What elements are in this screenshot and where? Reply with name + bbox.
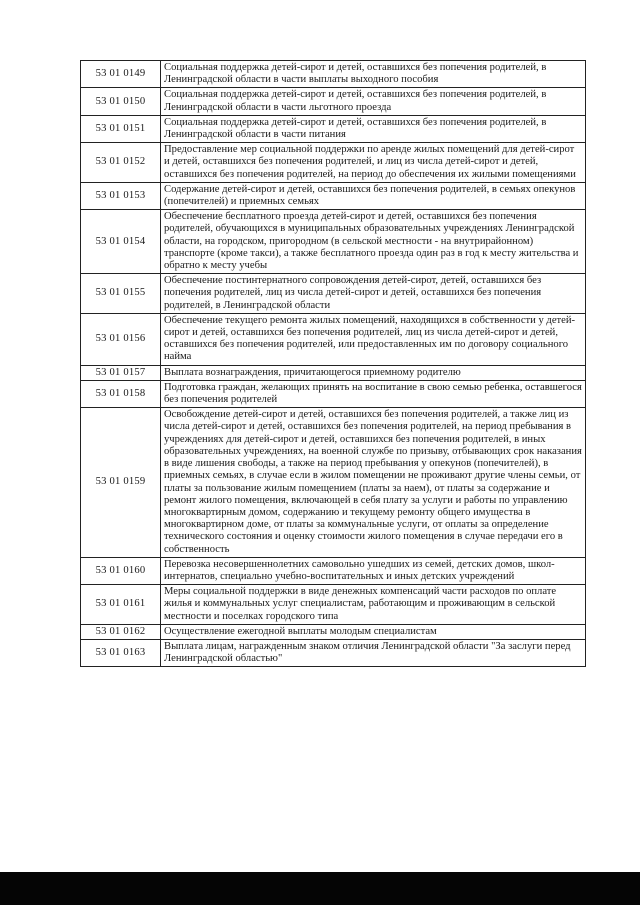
row-description: Предоставление мер социальной поддержки по аренде жилых помещений для детей-сирот и детей, оставшихся без попечения родителей, и лиц из числа детей-сирот и детей, оставшихся без попечения родителей, на период до обеспечения их жилыми помещениями [161,143,586,183]
table-row [81,210,586,274]
row-description: Выплата вознаграждения, причитающегося приемному родителю [161,365,586,380]
table-row [81,380,586,407]
table-body [81,61,586,667]
row-description: Подготовка граждан, желающих принять на воспитание в свою семью ребенка, оставшегося без попечения родителей [161,380,586,407]
table-row [81,143,586,183]
table-row [81,408,586,557]
row-description: Социальная поддержка детей-сирот и детей, оставшихся без попечения родителей, в Ленинградской области в части выплаты выходного пособия [161,61,586,88]
table-row [81,115,586,142]
table-row [81,624,586,639]
table-row [81,274,586,314]
row-description: Содержание детей-сирот и детей, оставшихся без попечения родителей, в семьях опекунов (попечителей) и приемных семьях [161,182,586,209]
row-description: Социальная поддержка детей-сирот и детей, оставшихся без попечения родителей, в Ленинградской области в части питания [161,115,586,142]
row-description: Меры социальной поддержки в виде денежных компенсаций части расходов по оплате жилья и коммунальных услуг специалистам, работающим и проживающим в сельской местности и поселках городского типа [161,585,586,625]
row-code: 53 01 0163 [81,639,161,666]
table-row [81,61,586,88]
table-row [81,557,586,584]
row-code: 53 01 0149 [81,61,161,88]
row-code: 53 01 0161 [81,585,161,625]
table-row [81,182,586,209]
row-code: 53 01 0160 [81,557,161,584]
row-description: Социальная поддержка детей-сирот и детей, оставшихся без попечения родителей, в Ленинградской области в части льготного проезда [161,88,586,115]
row-description: Обеспечение постинтернатного сопровождения детей-сирот, детей, оставшихся без попечения родителей, лиц из числа детей-сирот и детей, оставшихся без попечения родителей, в Ленинградской области [161,274,586,314]
row-description: Перевозка несовершеннолетних самовольно ушедших из семей, детских домов, школ-интернатов, специально учебно-воспитательных и иных детских учреждений [161,557,586,584]
row-code: 53 01 0156 [81,313,161,365]
row-description: Выплата лицам, награжденным знаком отличия Ленинградской области "За заслуги перед Ленинградской областью" [161,639,586,666]
row-code: 53 01 0154 [81,210,161,274]
row-description: Обеспечение бесплатного проезда детей-сирот и детей, оставшихся без попечения родителей, обучающихся в муниципальных образовательных учреждениях Ленинградской области, на городском, пригородном (в сельской местности - на внутрирайонном) транспорте (кроме такси), а также бесплатного проезда один раз в год к месту жительства и обратно к месту учебы [161,210,586,274]
table-row [81,639,586,666]
row-code: 53 01 0158 [81,380,161,407]
row-description: Обеспечение текущего ремонта жилых помещений, находящихся в собственности у детей-сирот и детей, оставшихся без попечения родителей, лиц из числа детей-сирот и детей, оставшихся без попечения родителей, или предоставленных им по договору социального найма [161,313,586,365]
row-code: 53 01 0159 [81,408,161,557]
row-code: 53 01 0155 [81,274,161,314]
table-row [81,585,586,625]
row-description: Освобождение детей-сирот и детей, оставшихся без попечения родителей, а также лиц из числа детей-сирот и детей, оставшихся без попечения родителей, на период пребывания в учреждениях для детей-сирот и детей, оставшихся без попечения родителей, в иных образовательных учреждениях, на военной службе по призыву, отбывающих срок наказания в виде лишения свободы, а также на период пребывания у опекунов (попечителей), в приемных семьях, в случае если в жилом помещении не проживают другие члены семьи, от платы за пользование жилым помещением (платы за наем), от платы за содержание и ремонт жилого помещения, включающей в себя плату за услуги и работы по управлению многоквартирным домом, содержанию и текущему ремонту общего имущества в многоквартирном доме, от платы за коммунальные услуги, от оплаты за определение технического состояния и оценку стоимости жилого помещения в случае передачи его в собственность [161,408,586,557]
row-code: 53 01 0150 [81,88,161,115]
table-row [81,313,586,365]
row-code: 53 01 0152 [81,143,161,183]
budget-codes-table [80,60,586,667]
scan-dark-edge [0,872,640,905]
row-code: 53 01 0151 [81,115,161,142]
row-code: 53 01 0153 [81,182,161,209]
row-code: 53 01 0157 [81,365,161,380]
row-description: Осуществление ежегодной выплаты молодым специалистам [161,624,586,639]
table-row [81,365,586,380]
table-row [81,88,586,115]
row-code: 53 01 0162 [81,624,161,639]
